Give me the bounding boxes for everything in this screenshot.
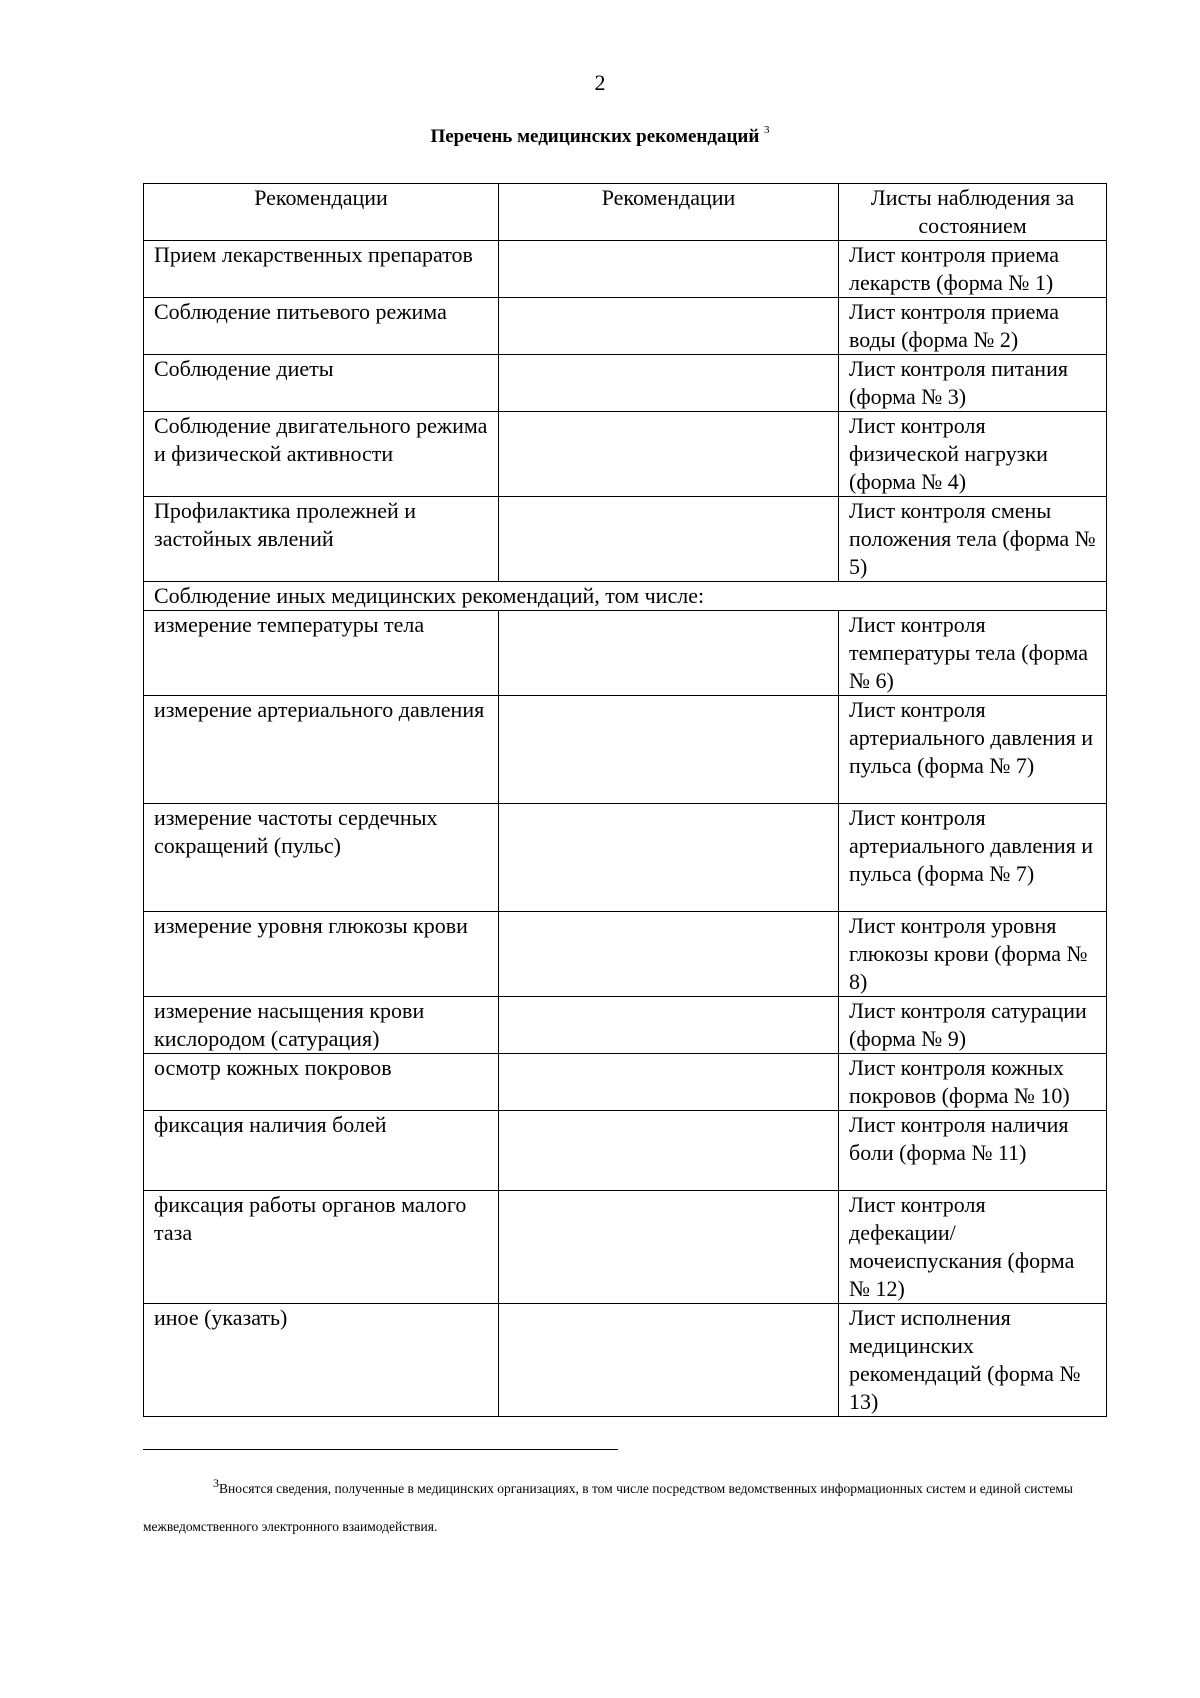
table-row (144, 997, 1107, 1054)
observation-sheet-cell: Лист контроля наличия боли (форма № 11) (839, 1111, 1107, 1191)
observation-sheet-cell: Лист контроля дефекации/мочеиспускания (форма № 12) (839, 1191, 1107, 1304)
recommendation-cell: измерение насыщения крови кислородом (сатурация) (144, 997, 499, 1054)
table-row (144, 497, 1107, 582)
recommendation-cell: иное (указать) (144, 1304, 499, 1417)
footnote-mark: 3 (213, 1476, 219, 1490)
value-cell (499, 611, 839, 696)
value-cell (499, 804, 839, 912)
table-row (144, 355, 1107, 412)
table-row (144, 1111, 1107, 1191)
value-cell (499, 298, 839, 355)
value-cell (499, 355, 839, 412)
section-label: Соблюдение иных медицинских рекомендаций, том числе: (144, 582, 1107, 611)
table-row (144, 241, 1107, 298)
header-recommendations: Рекомендации (144, 184, 499, 241)
page-title-text: Перечень медицинских рекомендаций (430, 126, 760, 147)
observation-sheet-cell: Лист контроля артериального давления и пульса (форма № 7) (839, 696, 1107, 804)
table-row (144, 412, 1107, 497)
page-number: 2 (594, 70, 606, 95)
recommendation-cell: осмотр кожных покровов (144, 1054, 499, 1111)
observation-sheet-cell: Лист исполнения медицинских рекомендаций (форма № 13) (839, 1304, 1107, 1417)
observation-sheet-cell: Лист контроля смены положения тела (форма № 5) (839, 497, 1107, 582)
recommendation-cell: измерение уровня глюкозы крови (144, 912, 499, 997)
table-row (144, 1304, 1107, 1417)
value-cell (499, 497, 839, 582)
value-cell (499, 1111, 839, 1191)
recommendation-cell: измерение частоты сердечных сокращений (пульс) (144, 804, 499, 912)
footnote-text: Вносятся сведения, полученные в медицинских организациях, в том числе посредством ведомственных информационных систем и единой системы межведомственного электронного взаимодействия. (143, 1481, 1073, 1534)
recommendation-cell: Профилактика пролежней и застойных явлений (144, 497, 499, 582)
title-footnote-mark: 3 (764, 124, 770, 136)
header-observation-sheets: Листы наблюдения за состоянием (839, 184, 1107, 241)
observation-sheet-cell: Лист контроля сатурации (форма № 9) (839, 997, 1107, 1054)
observation-sheet-cell: Лист контроля уровня глюкозы крови (форма № 8) (839, 912, 1107, 997)
value-cell (499, 696, 839, 804)
value-cell (499, 1304, 839, 1417)
table-row (144, 912, 1107, 997)
observation-sheet-cell: Лист контроля питания (форма № 3) (839, 355, 1107, 412)
value-cell (499, 997, 839, 1054)
recommendation-cell: Соблюдение питьевого режима (144, 298, 499, 355)
observation-sheet-cell: Лист контроля физической нагрузки (форма № 4) (839, 412, 1107, 497)
recommendations-table (143, 183, 1107, 1417)
table-row (144, 804, 1107, 912)
table-row (144, 1054, 1107, 1111)
table-row (144, 611, 1107, 696)
recommendation-cell: Прием лекарственных препаратов (144, 241, 499, 298)
recommendation-cell: фиксация наличия болей (144, 1111, 499, 1191)
observation-sheet-cell: Лист контроля приема воды (форма № 2) (839, 298, 1107, 355)
table-row (144, 1191, 1107, 1304)
recommendation-cell: Соблюдение диеты (144, 355, 499, 412)
value-cell (499, 241, 839, 298)
observation-sheet-cell: Лист контроля артериального давления и пульса (форма № 7) (839, 804, 1107, 912)
recommendation-cell: Соблюдение двигательного режима и физической активности (144, 412, 499, 497)
recommendation-cell: измерение артериального давления (144, 696, 499, 804)
footnote (143, 1464, 1106, 1546)
observation-sheet-cell: Лист контроля кожных покровов (форма № 10) (839, 1054, 1107, 1111)
observation-sheet-cell: Лист контроля температуры тела (форма № 6) (839, 611, 1107, 696)
recommendation-cell: фиксация работы органов малого таза (144, 1191, 499, 1304)
footnote-divider (143, 1449, 618, 1450)
section-row (144, 582, 1107, 611)
table-header-row (144, 184, 1107, 241)
value-cell (499, 912, 839, 997)
header-recommendations-2: Рекомендации (499, 184, 839, 241)
table-row (144, 298, 1107, 355)
value-cell (499, 1054, 839, 1111)
table-row (144, 696, 1107, 804)
recommendation-cell: измерение температуры тела (144, 611, 499, 696)
value-cell (499, 1191, 839, 1304)
observation-sheet-cell: Лист контроля приема лекарств (форма № 1) (839, 241, 1107, 298)
value-cell (499, 412, 839, 497)
page-title (0, 124, 1200, 148)
